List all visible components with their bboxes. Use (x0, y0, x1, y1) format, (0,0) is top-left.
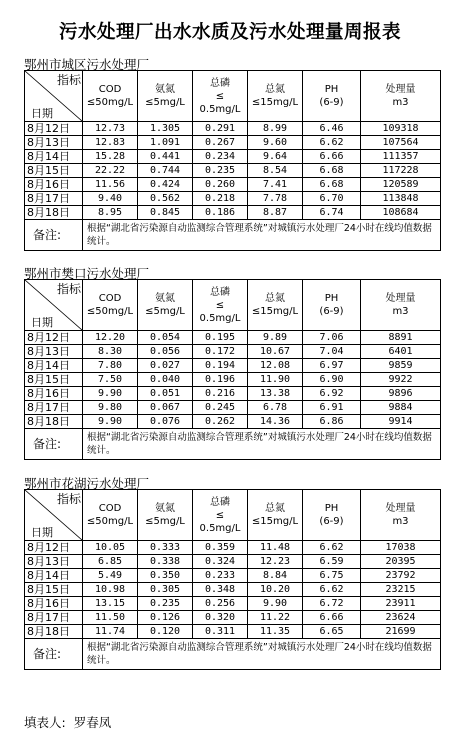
header-line: 0.5mg/L (199, 522, 241, 534)
header-line: 总磷 (210, 286, 230, 298)
tp-cell: 0.195 (193, 331, 248, 345)
nh3-cell: 0.056 (138, 345, 193, 359)
vol-cell: 117228 (361, 164, 441, 178)
header-line: ≤50mg/L (86, 516, 134, 527)
tp-cell: 0.291 (193, 122, 248, 136)
corner-cell (25, 280, 83, 331)
cod-cell: 6.85 (83, 555, 138, 569)
tp-cell: 0.262 (193, 415, 248, 429)
plant-name: 鄂州市花湖污水处理厂 (24, 476, 150, 491)
ph-cell: 6.59 (303, 555, 361, 569)
header-tn (248, 280, 303, 331)
header-line: 处理量 (385, 293, 416, 304)
tn-cell: 10.67 (248, 345, 303, 359)
header-line: COD (98, 84, 122, 95)
header-line: 总氮 (265, 503, 285, 514)
nh3-cell: 0.054 (138, 331, 193, 345)
nh3-cell: 0.027 (138, 359, 193, 373)
tp-cell: 0.218 (193, 192, 248, 206)
cod-cell: 10.98 (83, 583, 138, 597)
table-row (25, 583, 441, 597)
tp-cell: 0.172 (193, 345, 248, 359)
header-nh3 (138, 71, 193, 122)
table-row (25, 555, 441, 569)
cod-cell: 11.74 (83, 625, 138, 639)
table-row (25, 206, 441, 220)
cod-cell: 12.73 (83, 122, 138, 136)
tp-cell: 0.233 (193, 569, 248, 583)
note-label: 备注: (25, 429, 83, 460)
header-line: ≤15mg/L (251, 516, 299, 527)
header-cod (83, 490, 138, 541)
header-tn (248, 71, 303, 122)
quality-table (24, 489, 441, 670)
tp-cell: 0.324 (193, 555, 248, 569)
header-line: ≤5mg/L (145, 306, 185, 317)
date-cell: 8月16日 (25, 387, 83, 401)
tn-cell: 8.84 (248, 569, 303, 583)
tn-cell: 11.35 (248, 625, 303, 639)
nh3-cell: 0.305 (138, 583, 193, 597)
corner-bottom-label: 日期 (31, 107, 53, 120)
cod-cell: 22.22 (83, 164, 138, 178)
ph-cell: 6.86 (303, 415, 361, 429)
table-row (25, 359, 441, 373)
table-row (25, 401, 441, 415)
header-line: PH (324, 84, 339, 95)
table-row (25, 597, 441, 611)
table-row (25, 178, 441, 192)
tp-cell: 0.267 (193, 136, 248, 150)
table-row (25, 625, 441, 639)
header-line: 0.5mg/L (199, 103, 241, 115)
note-row (25, 429, 441, 460)
nh3-cell: 0.441 (138, 150, 193, 164)
nh3-cell: 0.845 (138, 206, 193, 220)
table-row (25, 331, 441, 345)
header-line: 氨氮 (155, 84, 175, 95)
cod-cell: 7.80 (83, 359, 138, 373)
tn-cell: 10.20 (248, 583, 303, 597)
date-cell: 8月15日 (25, 373, 83, 387)
header-line: (6-9) (319, 97, 344, 108)
ph-cell: 7.06 (303, 331, 361, 345)
header-ph (303, 280, 361, 331)
filler-line (24, 713, 111, 731)
table-row (25, 611, 441, 625)
table-row (25, 345, 441, 359)
table-row (25, 136, 441, 150)
header-vol (361, 280, 441, 331)
corner-cell (25, 490, 83, 541)
nh3-cell: 0.338 (138, 555, 193, 569)
corner-top-label: 指标 (57, 282, 82, 296)
nh3-cell: 1.091 (138, 136, 193, 150)
header-line: 氨氮 (155, 293, 175, 304)
header-nh3 (138, 490, 193, 541)
tn-cell: 8.54 (248, 164, 303, 178)
vol-cell: 9896 (361, 387, 441, 401)
tn-cell: 7.41 (248, 178, 303, 192)
table-row (25, 150, 441, 164)
nh3-cell: 0.126 (138, 611, 193, 625)
vol-cell: 111357 (361, 150, 441, 164)
date-cell: 8月14日 (25, 569, 83, 583)
nh3-cell: 0.120 (138, 625, 193, 639)
header-line: ≤ (215, 90, 225, 102)
header-line: m3 (392, 516, 409, 527)
vol-cell: 9914 (361, 415, 441, 429)
date-cell: 8月18日 (25, 415, 83, 429)
tp-cell: 0.186 (193, 206, 248, 220)
tn-cell: 6.78 (248, 401, 303, 415)
nh3-cell: 0.562 (138, 192, 193, 206)
tn-cell: 7.78 (248, 192, 303, 206)
cod-cell: 8.30 (83, 345, 138, 359)
plant-name: 鄂州市城区污水处理厂 (24, 57, 150, 72)
cod-cell: 8.95 (83, 206, 138, 220)
nh3-cell: 0.424 (138, 178, 193, 192)
ph-cell: 6.62 (303, 136, 361, 150)
ph-cell: 6.68 (303, 178, 361, 192)
tn-cell: 11.90 (248, 373, 303, 387)
tp-cell: 0.234 (193, 150, 248, 164)
tn-cell: 14.36 (248, 415, 303, 429)
vol-cell: 23911 (361, 597, 441, 611)
cod-cell: 9.40 (83, 192, 138, 206)
vol-cell: 9859 (361, 359, 441, 373)
header-ph (303, 490, 361, 541)
vol-cell: 6401 (361, 345, 441, 359)
cod-cell: 9.90 (83, 415, 138, 429)
ph-cell: 6.46 (303, 122, 361, 136)
vol-cell: 9884 (361, 401, 441, 415)
tn-cell: 8.99 (248, 122, 303, 136)
tn-cell: 12.23 (248, 555, 303, 569)
vol-cell: 9922 (361, 373, 441, 387)
ph-cell: 6.68 (303, 164, 361, 178)
ph-cell: 6.66 (303, 611, 361, 625)
tp-cell: 0.260 (193, 178, 248, 192)
header-line: (6-9) (319, 306, 344, 317)
vol-cell: 17038 (361, 541, 441, 555)
table-header-row (25, 71, 441, 122)
table-row (25, 122, 441, 136)
nh3-cell: 1.305 (138, 122, 193, 136)
note-text: 根据“湖北省污染源自动监测综合管理系统”对城镇污水处理厂24小时在线均值数据统计。 (83, 429, 441, 460)
tp-cell: 0.320 (193, 611, 248, 625)
note-row (25, 220, 441, 251)
vol-cell: 113848 (361, 192, 441, 206)
table-row (25, 387, 441, 401)
tn-cell: 9.64 (248, 150, 303, 164)
ph-cell: 6.74 (303, 206, 361, 220)
ph-cell: 6.75 (303, 569, 361, 583)
corner-bottom-label: 日期 (31, 526, 53, 539)
header-line: ≤ (215, 299, 225, 311)
tp-cell: 0.196 (193, 373, 248, 387)
ph-cell: 6.92 (303, 387, 361, 401)
date-cell: 8月14日 (25, 150, 83, 164)
ph-cell: 7.04 (303, 345, 361, 359)
filler-name: 罗春凤 (73, 715, 112, 730)
tp-cell: 0.311 (193, 625, 248, 639)
date-cell: 8月12日 (25, 122, 83, 136)
header-tn (248, 490, 303, 541)
header-line: COD (98, 503, 122, 514)
tp-cell: 0.235 (193, 164, 248, 178)
date-cell: 8月12日 (25, 541, 83, 555)
cod-cell: 12.83 (83, 136, 138, 150)
header-tp (193, 490, 248, 541)
header-line: COD (98, 293, 122, 304)
header-line: ≤5mg/L (145, 516, 185, 527)
date-cell: 8月13日 (25, 555, 83, 569)
header-cod (83, 71, 138, 122)
nh3-cell: 0.350 (138, 569, 193, 583)
corner-bottom-label: 日期 (31, 316, 53, 329)
note-row (25, 639, 441, 670)
header-line: 氨氮 (155, 503, 175, 514)
date-cell: 8月18日 (25, 625, 83, 639)
date-cell: 8月17日 (25, 611, 83, 625)
ph-cell: 6.97 (303, 359, 361, 373)
nh3-cell: 0.076 (138, 415, 193, 429)
ph-cell: 6.65 (303, 625, 361, 639)
header-tp (193, 71, 248, 122)
ph-cell: 6.62 (303, 583, 361, 597)
date-cell: 8月15日 (25, 583, 83, 597)
cod-cell: 13.15 (83, 597, 138, 611)
date-cell: 8月17日 (25, 192, 83, 206)
vol-cell: 8891 (361, 331, 441, 345)
tn-cell: 9.89 (248, 331, 303, 345)
ph-cell: 6.91 (303, 401, 361, 415)
table-row (25, 415, 441, 429)
tn-cell: 9.90 (248, 597, 303, 611)
note-text: 根据“湖北省污染源自动监测综合管理系统”对城镇污水处理厂24小时在线均值数据统计。 (83, 220, 441, 251)
vol-cell: 109318 (361, 122, 441, 136)
header-line: (6-9) (319, 516, 344, 527)
date-cell: 8月16日 (25, 597, 83, 611)
date-cell: 8月16日 (25, 178, 83, 192)
cod-cell: 9.90 (83, 387, 138, 401)
vol-cell: 108684 (361, 206, 441, 220)
table-row (25, 192, 441, 206)
cod-cell: 5.49 (83, 569, 138, 583)
header-line: 总氮 (265, 84, 285, 95)
tp-cell: 0.216 (193, 387, 248, 401)
corner-cell (25, 71, 83, 122)
tn-cell: 13.38 (248, 387, 303, 401)
table-row (25, 541, 441, 555)
plant-name: 鄂州市樊口污水处理厂 (24, 266, 150, 281)
date-cell: 8月13日 (25, 136, 83, 150)
ph-cell: 6.72 (303, 597, 361, 611)
vol-cell: 21699 (361, 625, 441, 639)
vol-cell: 23624 (361, 611, 441, 625)
table-row (25, 164, 441, 178)
tp-cell: 0.359 (193, 541, 248, 555)
date-cell: 8月14日 (25, 359, 83, 373)
nh3-cell: 0.333 (138, 541, 193, 555)
report-title: 污水处理厂出水水质及污水处理量周报表 (58, 22, 401, 43)
corner-top-label: 指标 (57, 492, 82, 506)
quality-table (24, 279, 441, 460)
header-ph (303, 71, 361, 122)
tn-cell: 8.87 (248, 206, 303, 220)
date-cell: 8月18日 (25, 206, 83, 220)
header-line: 处理量 (385, 503, 416, 514)
vol-cell: 120589 (361, 178, 441, 192)
vol-cell: 23215 (361, 583, 441, 597)
header-line: ≤5mg/L (145, 97, 185, 108)
cod-cell: 10.05 (83, 541, 138, 555)
header-line: ≤ (215, 509, 225, 521)
header-line: PH (324, 293, 339, 304)
header-line: PH (324, 503, 339, 514)
cod-cell: 11.56 (83, 178, 138, 192)
ph-cell: 6.66 (303, 150, 361, 164)
ph-cell: 6.90 (303, 373, 361, 387)
header-cod (83, 280, 138, 331)
table-header-row (25, 280, 441, 331)
nh3-cell: 0.051 (138, 387, 193, 401)
vol-cell: 20395 (361, 555, 441, 569)
tn-cell: 12.08 (248, 359, 303, 373)
nh3-cell: 0.067 (138, 401, 193, 415)
tp-cell: 0.256 (193, 597, 248, 611)
table-row (25, 569, 441, 583)
table-header-row (25, 490, 441, 541)
ph-cell: 6.62 (303, 541, 361, 555)
filler-label: 填表人: (24, 715, 66, 730)
table-row (25, 373, 441, 387)
nh3-cell: 0.235 (138, 597, 193, 611)
header-line: 0.5mg/L (199, 312, 241, 324)
note-label: 备注: (25, 639, 83, 670)
vol-cell: 23792 (361, 569, 441, 583)
nh3-cell: 0.744 (138, 164, 193, 178)
header-vol (361, 490, 441, 541)
tp-cell: 0.194 (193, 359, 248, 373)
header-vol (361, 71, 441, 122)
header-line: ≤15mg/L (251, 97, 299, 108)
cod-cell: 12.20 (83, 331, 138, 345)
tn-cell: 9.60 (248, 136, 303, 150)
tn-cell: 11.48 (248, 541, 303, 555)
header-line: ≤50mg/L (86, 306, 134, 317)
note-label: 备注: (25, 220, 83, 251)
cod-cell: 15.28 (83, 150, 138, 164)
quality-table (24, 70, 441, 251)
tp-cell: 0.348 (193, 583, 248, 597)
cod-cell: 9.80 (83, 401, 138, 415)
header-tp (193, 280, 248, 331)
ph-cell: 6.70 (303, 192, 361, 206)
tn-cell: 11.22 (248, 611, 303, 625)
nh3-cell: 0.040 (138, 373, 193, 387)
cod-cell: 7.50 (83, 373, 138, 387)
header-line: ≤50mg/L (86, 97, 134, 108)
date-cell: 8月17日 (25, 401, 83, 415)
header-line: ≤15mg/L (251, 306, 299, 317)
note-text: 根据“湖北省污染源自动监测综合管理系统”对城镇污水处理厂24小时在线均值数据统计。 (83, 639, 441, 670)
vol-cell: 107564 (361, 136, 441, 150)
header-line: 处理量 (385, 84, 416, 95)
date-cell: 8月12日 (25, 331, 83, 345)
corner-top-label: 指标 (57, 73, 82, 87)
date-cell: 8月13日 (25, 345, 83, 359)
cod-cell: 11.50 (83, 611, 138, 625)
header-line: m3 (392, 306, 409, 317)
header-nh3 (138, 280, 193, 331)
header-line: 总磷 (210, 496, 230, 508)
tp-cell: 0.245 (193, 401, 248, 415)
header-line: 总氮 (265, 293, 285, 304)
header-line: 总磷 (210, 77, 230, 89)
header-line: m3 (392, 97, 409, 108)
date-cell: 8月15日 (25, 164, 83, 178)
